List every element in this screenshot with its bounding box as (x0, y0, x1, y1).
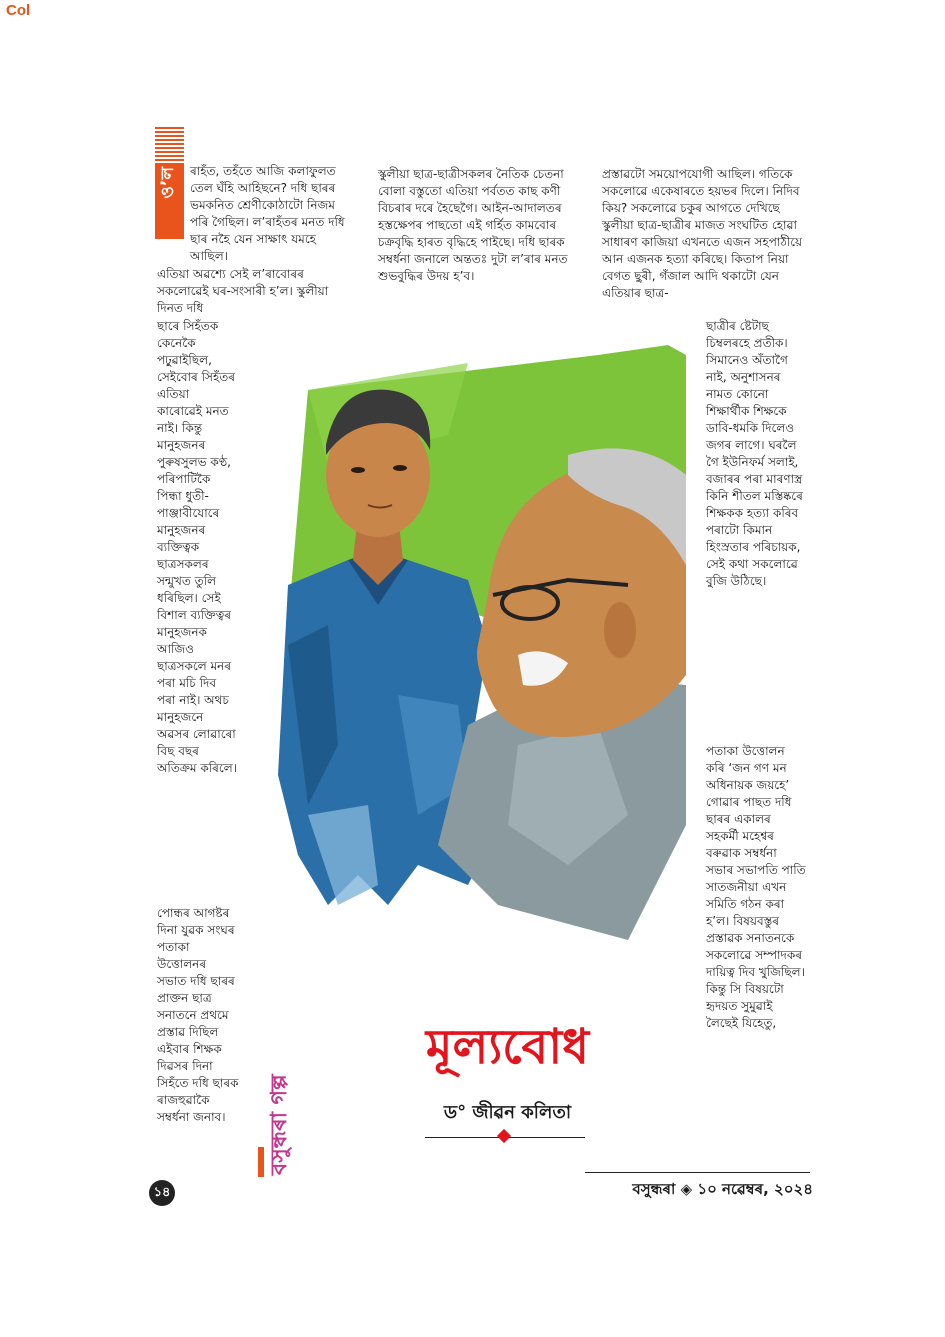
page-number: ১৪ (149, 1180, 175, 1206)
col1-intro-text: ৰাহঁত, তহঁতে আজি কলাফুলত তেল ঘঁহি আহিছনে? দধি ছাৰৰ ভমকনিত শ্ৰেণীকোঠাটো নিজম পৰি গৈছিল। ল’ৰাহঁতৰ মনত দধি ছাৰ নহৈ যেন সাক্ষাৎ যমহে আছিল। (190, 164, 345, 263)
col3-para2-text: পতাকা উত্তোলন কৰি ‘জন গণ মন অধিনায়ক জয়হে’ গোৱাৰ পাছত দধি ছাৰৰ একালৰ সহকৰ্মী মহেশ্বৰ বৰুৱাক সম্বৰ্ধনা সভাৰ সভাপতি পাতি সাতজনীয়া এখন সমিতি গঠন কৰা হ’ল। বিষয়বস্তুৰ প্ৰস্তাৱক সনাতনকে সকলোৱে সম্পাদকৰ দায়িত্ব দিব খুজিছিল। কিন্তু সি বিষয়টো হৃদয়ত সুমুৱাই লৈছেই যিহেতু, (706, 744, 806, 1030)
col3-para2 (706, 743, 806, 1032)
col3-wide-text: প্ৰস্তাৱটো সময়োপযোগী আছিল। গতিকে সকলোৱে একেষাৰতে হয়ভৰ দিলে। নিদিব কিয়? সকলোৱে চকুৰ আগতে দেখিছে স্কুলীয়া ছাত্ৰ-ছাত্ৰীৰ মাজত সংঘটিত হোৱা সাধাৰণ কাজিয়া এখনতে এজন সহপাঠীয়ে আন এজনক হত্যা কৰিছে। কিতাপ নিয়া বেগত ছুৰী, গঁজাল আদি থকাটো যেন এতিয়াৰ ছাত্ৰ- (602, 167, 803, 300)
col2 (378, 166, 578, 285)
drop-cap-stripes (155, 127, 184, 163)
corner-tag: Col (6, 2, 31, 19)
section-label (252, 1005, 296, 1175)
col1-para2-text: পোন্ধৰ আগষ্টৰ দিনা যুৱক সংঘৰ পতাকা উত্তোলনৰ সভাত দধি ছাৰৰ প্ৰাক্তন ছাত্ৰ সনাতনে প্ৰথমে প্ৰস্তাৱ দিছিল এইবাৰ শিক্ষক দিৱসৰ দিনা সিহঁতে দধি ছাৰক ৰাজহুৱাকৈ সম্বৰ্ধনা জনাব। (157, 906, 239, 1124)
story-title: মূল্যবোধ (425, 1019, 590, 1075)
section-label-bar (258, 1147, 264, 1177)
drop-cap-letter: ও’ল (158, 167, 178, 199)
story-illustration (268, 345, 686, 940)
footer-rule (585, 1172, 810, 1173)
author-diamond (497, 1129, 511, 1143)
col2-text: স্কুলীয়া ছাত্ৰ-ছাত্ৰীসকলৰ নৈতিক চেতনা বোলা বস্তুতো এতিয়া পৰ্বতত কাছ কণী বিচৰাৰ দৰে হৈছেগৈ। আইন-আদালতৰ হস্তক্ষেপৰ পাছতো এই গৰ্হিত কামবোৰ চক্ৰবৃদ্ধি হাৰত বৃদ্ধিহে পাইছে। দধি ছাৰক সম্বৰ্ধনা জনালে অন্ততঃ দুটা ল’ৰাৰ মনত শুভবুদ্ধিৰ উদয় হ’ব। (378, 167, 568, 283)
col1-para2 (157, 905, 239, 1126)
col1-narrow-text: ছাৰে সিহঁতক কেনেকৈ পঢ়ুৱাইছিল, সেইবোৰ সিহঁতৰ এতিয়া কাৰোৱেই মনত নাই। কিন্তু মানুহজনৰ পুৰুষসুলভ কণ্ঠ, পৰিপাটিকৈ পিন্ধা ধুতী-পাঞ্জাবীযোৰে মানুহজনৰ ব্যক্তিত্বক ছাত্ৰসকলৰ সন্মুখত তুলি ধৰিছিল। সেই বিশাল ব্যক্তিত্বৰ মানুহজনক আজিও ছাত্ৰসকলে মনৰ পৰা মচি দিব পৰা নাই। অথচ মানুহজনে অৱসৰ লোৱাৰো বিছ বছৰ অতিক্ৰম কৰিলে। (157, 319, 237, 775)
col1-narrow (157, 318, 237, 777)
story-author: ড° জীৱন কলিতা (443, 1102, 572, 1123)
col1-mid (157, 266, 352, 317)
section-label-text: বসুন্ধৰা গল্প (267, 1074, 292, 1175)
col3-wide (602, 166, 812, 302)
col3-narrow-text: ছাত্ৰীৰ ষ্টেটাছ চিম্বলৰহে প্ৰতীক। সিমানেও অঁতাগৈ নাই, অনুশাসনৰ নামত কোনো শিক্ষাৰ্থীক শিক্ষকে ডাবি-ধমকি দিলেও জগৰ লাগে। ঘৰলৈ গৈ ইউনিফৰ্ম সলাই, বজাৰৰ পৰা মাৰণাস্ত্ৰ কিনি শীতল মস্তিষ্কৰে শিক্ষকক হত্যা কৰিব পৰাটো কিমান হিংস্ৰতাৰ পৰিচায়ক, সেই কথা সকলোৱে বুজি উঠিছে। (706, 319, 803, 588)
col1-intro (190, 163, 350, 265)
col3-narrow (706, 318, 806, 590)
footer-masthead: বসুন্ধৰা ◈ ১০ নৱেম্বৰ, ২০২৪ (632, 1180, 813, 1198)
drop-cap-block (155, 127, 184, 239)
col1-mid-text: এতিয়া অৱশ্যে সেই ল’ৰাবোৰৰ সকলোৱেই ঘৰ-সংসাৰী হ’ল। স্কুলীয়া দিনত দধি (157, 267, 329, 315)
